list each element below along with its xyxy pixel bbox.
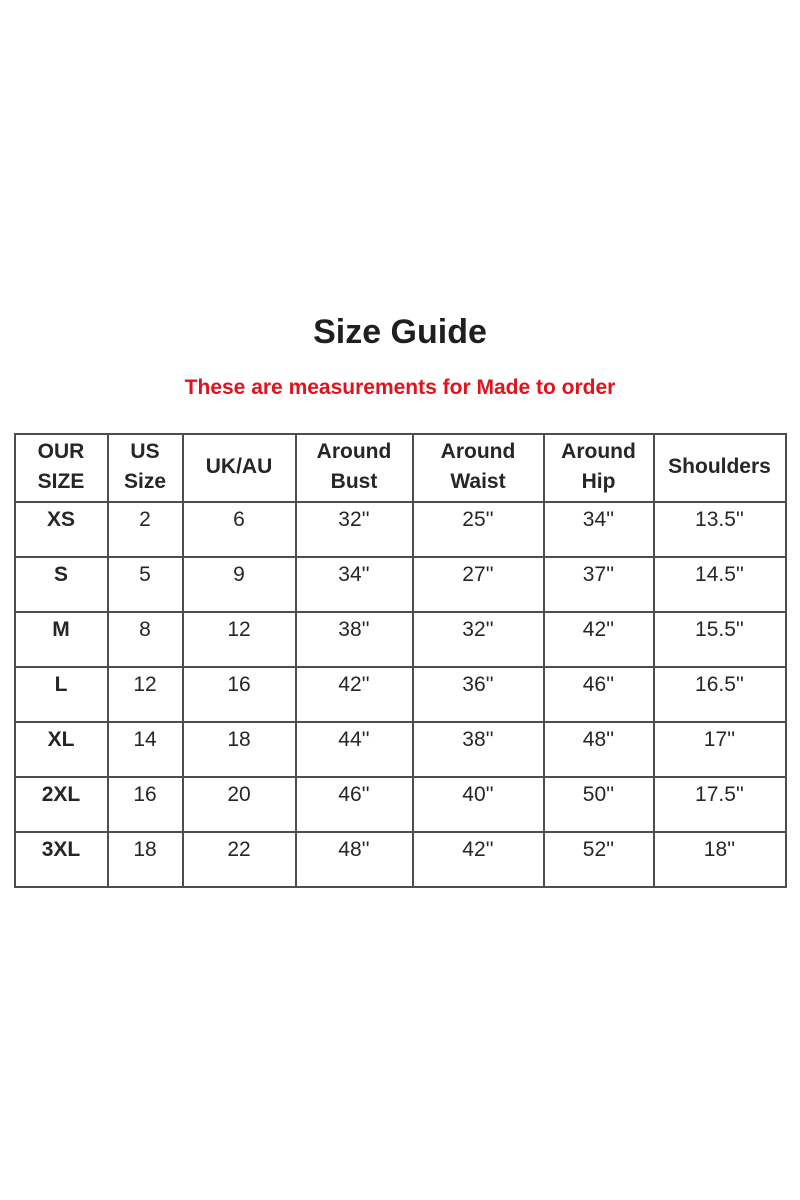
cell-hip: 46'' [544, 667, 654, 722]
cell-waist: 27'' [413, 557, 544, 612]
column-header-our-size: OUR SIZE [15, 434, 108, 502]
cell-waist: 25'' [413, 502, 544, 557]
row-size-label: 3XL [15, 832, 108, 887]
cell-us: 2 [108, 502, 183, 557]
cell-hip: 50'' [544, 777, 654, 832]
cell-waist: 38'' [413, 722, 544, 777]
table-row [15, 612, 786, 667]
row-size-label: L [15, 667, 108, 722]
cell-bust: 48'' [296, 832, 413, 887]
table-row [15, 777, 786, 832]
cell-ukau: 16 [183, 667, 296, 722]
cell-us: 18 [108, 832, 183, 887]
cell-bust: 46'' [296, 777, 413, 832]
row-size-label: XS [15, 502, 108, 557]
cell-hip: 42'' [544, 612, 654, 667]
cell-us: 16 [108, 777, 183, 832]
row-size-label: XL [15, 722, 108, 777]
table-row [15, 832, 786, 887]
page-subtitle: These are measurements for Made to order [184, 376, 616, 400]
page-title: Size Guide [313, 313, 487, 351]
row-size-label: S [15, 557, 108, 612]
cell-shoulders: 17'' [654, 722, 786, 777]
cell-ukau: 6 [183, 502, 296, 557]
cell-hip: 37'' [544, 557, 654, 612]
cell-ukau: 12 [183, 612, 296, 667]
cell-bust: 32'' [296, 502, 413, 557]
cell-hip: 52'' [544, 832, 654, 887]
cell-bust: 34'' [296, 557, 413, 612]
cell-shoulders: 16.5'' [654, 667, 786, 722]
cell-hip: 34'' [544, 502, 654, 557]
column-header-uk-au: UK/AU [183, 434, 296, 502]
cell-hip: 48'' [544, 722, 654, 777]
cell-shoulders: 13.5'' [654, 502, 786, 557]
column-header-around-hip: Around Hip [544, 434, 654, 502]
column-header-shoulders: Shoulders [654, 434, 786, 502]
cell-us: 12 [108, 667, 183, 722]
cell-bust: 44'' [296, 722, 413, 777]
cell-shoulders: 18'' [654, 832, 786, 887]
cell-shoulders: 17.5'' [654, 777, 786, 832]
row-size-label: M [15, 612, 108, 667]
size-guide-table [14, 433, 787, 888]
cell-ukau: 18 [183, 722, 296, 777]
cell-waist: 36'' [413, 667, 544, 722]
column-header-around-waist: Around Waist [413, 434, 544, 502]
cell-us: 14 [108, 722, 183, 777]
cell-us: 8 [108, 612, 183, 667]
table-row [15, 722, 786, 777]
cell-shoulders: 15.5'' [654, 612, 786, 667]
column-header-us-size: US Size [108, 434, 183, 502]
cell-waist: 42'' [413, 832, 544, 887]
cell-ukau: 20 [183, 777, 296, 832]
cell-bust: 38'' [296, 612, 413, 667]
table-row [15, 502, 786, 557]
cell-ukau: 22 [183, 832, 296, 887]
row-size-label: 2XL [15, 777, 108, 832]
cell-ukau: 9 [183, 557, 296, 612]
table-row [15, 557, 786, 612]
table-row [15, 667, 786, 722]
cell-waist: 40'' [413, 777, 544, 832]
cell-bust: 42'' [296, 667, 413, 722]
column-header-around-bust: Around Bust [296, 434, 413, 502]
cell-waist: 32'' [413, 612, 544, 667]
table-header-row [15, 434, 786, 502]
cell-shoulders: 14.5'' [654, 557, 786, 612]
cell-us: 5 [108, 557, 183, 612]
